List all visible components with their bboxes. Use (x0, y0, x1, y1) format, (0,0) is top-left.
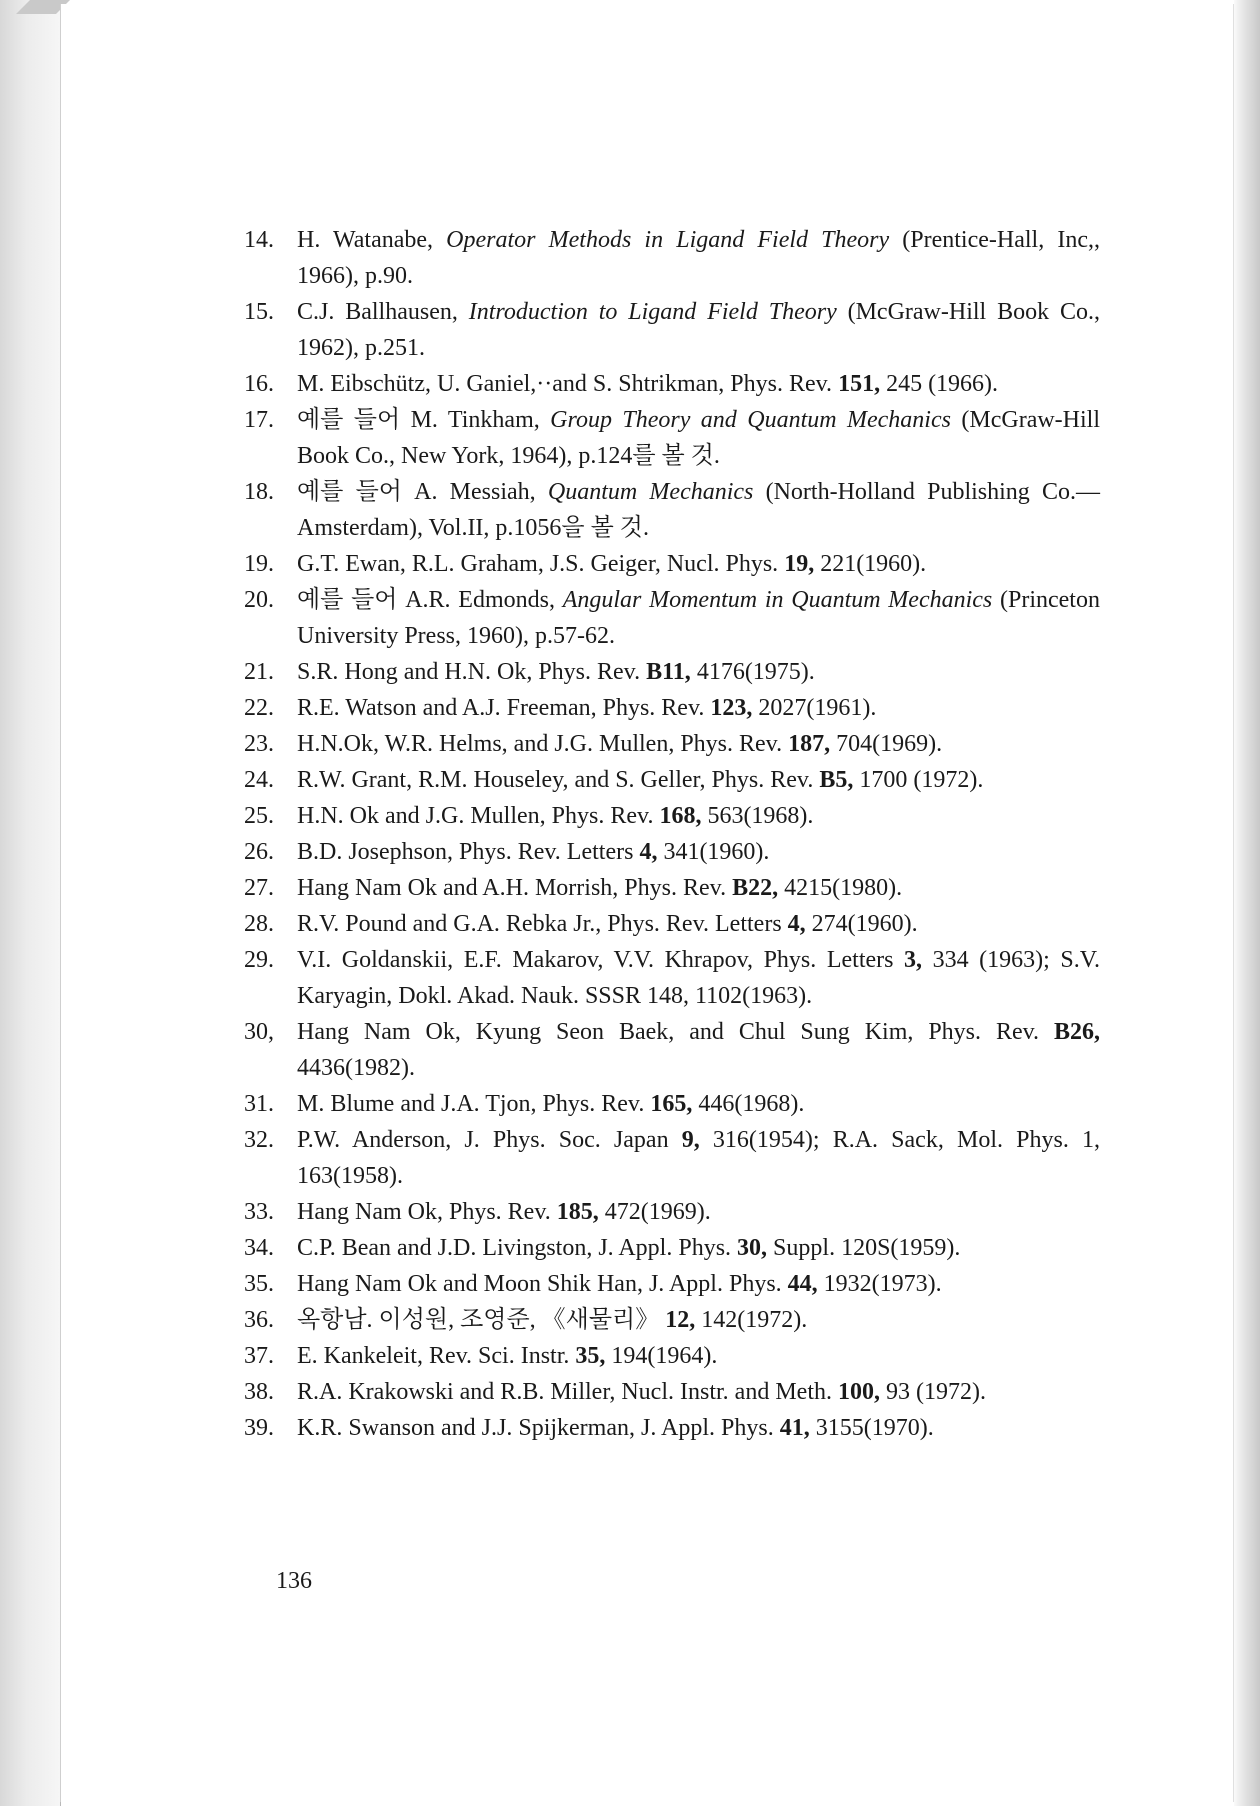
reference-publisher: (Prentice-Hall, Inc,, 1966), p.90. (297, 227, 1100, 289)
reference-item (244, 1266, 1100, 1302)
reference-number: 22. (244, 695, 274, 721)
reference-pages-year: 93 (1972). (879, 1379, 986, 1405)
reference-item (244, 474, 1100, 546)
reference-volume: 151, (838, 371, 881, 397)
reference-title: Introduction to Ligand Field Theory (468, 299, 837, 325)
reference-number: 30, (244, 1019, 274, 1045)
reference-authors: 예를 들어 A.R. Edmonds, (297, 587, 563, 613)
reference-number: 31. (244, 1091, 274, 1117)
reference-publisher: (Princeton University Press, 1960), p.57-62. (297, 587, 1100, 649)
reference-item (244, 222, 1100, 294)
reference-authors: P.W. Anderson, J. Phys. Soc. Japan (297, 1127, 682, 1153)
reference-item (244, 1122, 1100, 1194)
reference-title: Operator Methods in Ligand Field Theory (446, 227, 890, 253)
reference-volume: B11, (646, 659, 691, 685)
reference-volume: 9, (681, 1127, 700, 1153)
reference-pages-year: 4436(1982). (297, 1055, 415, 1081)
reference-authors: H.N.Ok, W.R. Helms, and J.G. Mullen, Phys. Rev. (297, 731, 789, 757)
page-number: 136 (276, 1568, 312, 1594)
reference-number: 17. (244, 407, 274, 433)
reference-volume: 123, (710, 695, 753, 721)
reference-title: Quantum Mechanics (547, 479, 754, 505)
reference-publisher: (McGraw-Hill Book Co., New York, 1964), p.124를 볼 것. (297, 407, 1101, 469)
reference-item (244, 1014, 1100, 1086)
reference-authors: C.P. Bean and J.D. Livingston, J. Appl. Phys. (297, 1235, 738, 1261)
reference-item (244, 654, 1100, 690)
reference-volume: 30, (737, 1235, 768, 1261)
reference-number: 27. (244, 875, 274, 901)
reference-list (244, 222, 1100, 1446)
reference-volume: 100, (837, 1379, 880, 1405)
reference-number: 25. (244, 803, 274, 829)
reference-number: 26. (244, 839, 274, 865)
reference-authors: H. Watanabe, (297, 227, 447, 253)
reference-item (244, 1338, 1100, 1374)
reference-item (244, 834, 1100, 870)
reference-authors: R.W. Grant, R.M. Houseley, and S. Geller, Phys. Rev. (297, 767, 820, 793)
reference-number: 33. (244, 1199, 274, 1225)
reference-item (244, 1086, 1100, 1122)
reference-item (244, 690, 1100, 726)
reference-pages-year: 4176(1975). (690, 659, 815, 685)
reference-volume: 44, (787, 1271, 818, 1297)
reference-authors: M. Eibschütz, U. Ganiel,··and S. Shtrikman, Phys. Rev. (297, 371, 839, 397)
reference-number: 35. (244, 1271, 274, 1297)
reference-authors: Hang Nam Ok, Kyung Seon Baek, and Chul Sung Kim, Phys. Rev. (297, 1019, 1054, 1045)
reference-authors: R.V. Pound and G.A. Rebka Jr., Phys. Rev. Letters (297, 911, 788, 937)
reference-item (244, 1230, 1100, 1266)
reference-publisher: (North-Holland Publishing Co.—Amsterdam), Vol.II, p.1056을 볼 것. (297, 479, 1101, 541)
reference-authors: 옥항남. 이성원, 조영준, 《새물리》 (297, 1307, 666, 1333)
reference-authors: E. Kankeleit, Rev. Sci. Instr. (297, 1343, 576, 1369)
reference-number: 39. (244, 1415, 274, 1441)
reference-pages-year: Suppl. 120S(1959). (767, 1235, 961, 1261)
reference-authors: K.R. Swanson and J.J. Spijkerman, J. Appl. Phys. (297, 1415, 780, 1441)
reference-number: 38. (244, 1379, 274, 1405)
reference-authors: 예를 들어 A. Messiah, (297, 479, 548, 505)
reference-title: Group Theory and Quantum Mechanics (550, 407, 951, 433)
reference-authors: B.D. Josephson, Phys. Rev. Letters (297, 839, 640, 865)
reference-pages-year: 1700 (1972). (853, 767, 984, 793)
reference-pages-year: 4215(1980). (778, 875, 903, 901)
reference-authors: H.N. Ok and J.G. Mullen, Phys. Rev. (297, 803, 660, 829)
reference-title: Angular Momentum in Quantum Mechanics (562, 587, 993, 613)
reference-item (244, 582, 1100, 654)
reference-pages-year: 2027(1961). (752, 695, 877, 721)
reference-item (244, 546, 1100, 582)
reference-item (244, 942, 1100, 1014)
reference-pages-year: 341(1960). (657, 839, 770, 865)
reference-item (244, 870, 1100, 906)
reference-authors: C.J. Ballhausen, (297, 299, 469, 325)
reference-pages-year: 316(1954); R.A. Sack, Mol. Phys. 1, 163(1958). (297, 1127, 1100, 1189)
reference-volume: B26, (1053, 1019, 1100, 1045)
reference-pages-year: 194(1964). (605, 1343, 718, 1369)
reference-number: 16. (244, 371, 274, 397)
reference-volume: 168, (659, 803, 702, 829)
reference-pages-year: 334 (1963); S.V. Karyagin, Dokl. Akad. Nauk. SSSR 148, 1102(1963). (297, 947, 1100, 1009)
reference-number: 21. (244, 659, 274, 685)
reference-number: 15. (244, 299, 274, 325)
reference-volume: 35, (575, 1343, 606, 1369)
reference-volume: 3, (904, 947, 923, 973)
reference-volume: 4, (639, 839, 658, 865)
page-right-edge (1234, 0, 1260, 1806)
reference-volume: B5, (819, 767, 854, 793)
reference-volume: 19, (784, 551, 815, 577)
reference-number: 19. (244, 551, 274, 577)
reference-authors: V.I. Goldanskii, E.F. Makarov, V.V. Khrapov, Phys. Letters (297, 947, 905, 973)
reference-authors: R.E. Watson and A.J. Freeman, Phys. Rev. (297, 695, 711, 721)
reference-number: 36. (244, 1307, 274, 1333)
reference-volume: 41, (779, 1415, 810, 1441)
reference-number: 32. (244, 1127, 274, 1153)
reference-authors: M. Blume and J.A. Tjon, Phys. Rev. (297, 1091, 651, 1117)
reference-authors: 예를 들어 M. Tinkham, (297, 407, 551, 433)
reference-item (244, 1194, 1100, 1230)
reference-volume: 4, (787, 911, 806, 937)
reference-pages-year: 274(1960). (805, 911, 918, 937)
reference-volume: 185, (556, 1199, 599, 1225)
reference-pages-year: 221(1960). (814, 551, 927, 577)
reference-pages-year: 142(1972). (695, 1307, 808, 1333)
reference-number: 23. (244, 731, 274, 757)
reference-item (244, 402, 1100, 474)
reference-item (244, 906, 1100, 942)
reference-pages-year: 3155(1970). (809, 1415, 934, 1441)
reference-pages-year: 446(1968). (692, 1091, 805, 1117)
reference-item (244, 1410, 1100, 1446)
reference-number: 20. (244, 587, 274, 613)
reference-volume: 165, (650, 1091, 693, 1117)
reference-number: 34. (244, 1235, 274, 1261)
reference-volume: 12, (665, 1307, 696, 1333)
reference-item (244, 1302, 1100, 1338)
reference-pages-year: 563(1968). (701, 803, 814, 829)
reference-number: 28. (244, 911, 274, 937)
reference-pages-year: 1932(1973). (817, 1271, 942, 1297)
reference-item (244, 294, 1100, 366)
reference-item (244, 1374, 1100, 1410)
reference-pages-year: 245 (1966). (880, 371, 999, 397)
reference-authors: S.R. Hong and H.N. Ok, Phys. Rev. (297, 659, 647, 685)
reference-number: 37. (244, 1343, 274, 1369)
reference-authors: Hang Nam Ok and A.H. Morrish, Phys. Rev. (297, 875, 733, 901)
reference-number: 29. (244, 947, 274, 973)
book-spine (0, 0, 61, 1806)
reference-authors: Hang Nam Ok and Moon Shik Han, J. Appl. Phys. (297, 1271, 788, 1297)
reference-number: 14. (244, 227, 274, 253)
reference-authors: R.A. Krakowski and R.B. Miller, Nucl. Instr. and Meth. (297, 1379, 838, 1405)
reference-item (244, 762, 1100, 798)
reference-item (244, 366, 1100, 402)
reference-authors: Hang Nam Ok, Phys. Rev. (297, 1199, 557, 1225)
reference-number: 18. (244, 479, 274, 505)
reference-volume: 187, (788, 731, 831, 757)
reference-item (244, 726, 1100, 762)
reference-pages-year: 472(1969). (598, 1199, 711, 1225)
reference-pages-year: 704(1969). (830, 731, 943, 757)
reference-volume: B22, (732, 875, 779, 901)
reference-number: 24. (244, 767, 274, 793)
reference-authors: G.T. Ewan, R.L. Graham, J.S. Geiger, Nucl. Phys. (297, 551, 785, 577)
reference-publisher: (McGraw-Hill Book Co., 1962), p.251. (297, 299, 1101, 361)
reference-item (244, 798, 1100, 834)
